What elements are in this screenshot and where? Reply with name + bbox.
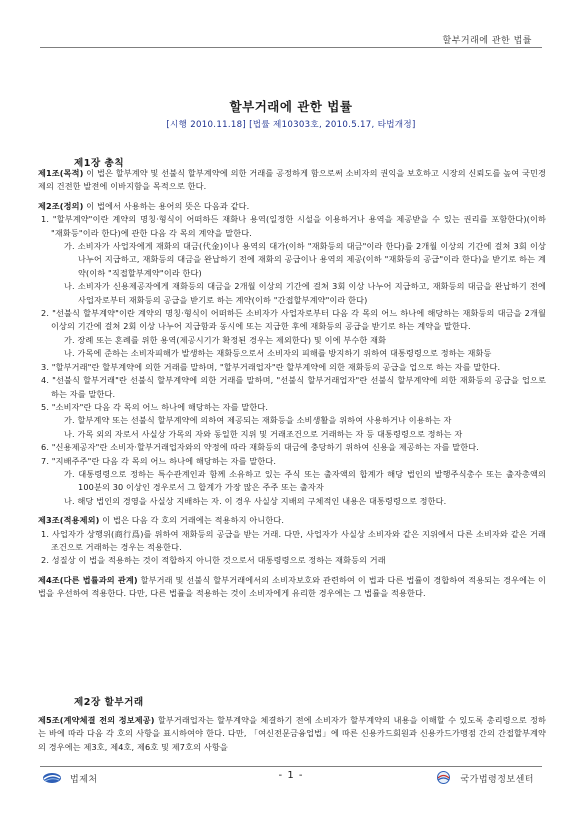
- article-item: [38, 374, 546, 401]
- article-item: [38, 347, 546, 360]
- chapter-1-body: [38, 167, 546, 601]
- article-text: 1. "할부계약"이란 계약의 명칭·형식이 어떠하든 재화나 용역(일정한 시설을 이용하거나 용역을 제공받을 수 있는 권리를 포함한다)(이하 "재화등"이라 한다)에 관한 다음 각 목의 계약을 말한다.: [41, 214, 546, 238]
- article-item: [38, 455, 546, 468]
- chapter-heading-1: 제1장 총칙: [74, 158, 125, 169]
- article-text: 가. 대통령령으로 정하는 특수관계인과 함께 소유하고 있는 주식 또는 출자액의 합계가 해당 법인의 발행주식총수 또는 출자총액의 100분의 30 이상인 경우로서 그 합계가 가장 많은 주주 또는 출자자: [64, 468, 546, 493]
- article-text: 가. 할부계약 또는 선불식 할부계약에 의하여 제공되는 재화등을 소비생활을 위하여 사용하거나 이용하는 자: [64, 415, 452, 426]
- article-paragraph: [38, 200, 546, 213]
- article-label: 제4조(다른 법률과의 관계): [38, 574, 138, 585]
- article-label: 제2조(정의): [38, 200, 84, 211]
- article-paragraph: [38, 574, 546, 601]
- article-text: 나. 해당 법인의 경영을 사실상 지배하는 자. 이 경우 사실상 지배의 구체적인 내용은 대통령령으로 정한다.: [64, 495, 447, 506]
- document-title: 할부거래에 관한 법률: [229, 99, 353, 114]
- article-text: 가. 소비자가 사업자에게 재화의 대금(代金)이나 용역의 대가(이하 "재화등의 대금"이라 한다)를 2개월 이상의 기간에 걸쳐 3회 이상 나누어 지급하고, 재화등의 대금을 완납하기 전에 재화의 공급이나 용역의 제공(이하 "재화등의 공급"이라 한다)을 받기로 하는 계약(이하 "직접할부계약"이라 한다): [64, 241, 546, 278]
- article-item: [38, 495, 546, 508]
- article-text: 1. 사업자가 상행위(商行爲)를 위하여 재화등의 공급을 받는 거래. 다만, 사업자가 사실상 소비자와 같은 지위에서 다른 소비자와 같은 거래조건으로 거래하는 경우는 적용한다.: [41, 528, 546, 552]
- chapter-2-body: [38, 714, 546, 754]
- article-text: 가. 장례 또는 혼례를 위한 용역(제공시기가 확정된 경우는 제외한다) 및 이에 부수한 재화: [64, 334, 387, 345]
- article-item: [38, 528, 546, 555]
- article-label: 제1조(목적): [38, 168, 84, 178]
- article-text: 나. 소비자가 신용제공자에게 재화등의 대금을 2개월 이상의 기간에 걸쳐 3회 이상 나누어 지급하고, 재화등의 대금을 완납하기 전에 사업자로부터 재화등의 공급을 받기로 하는 계약(이하 "간접할부계약"이라 한다): [64, 281, 546, 305]
- article-item: [38, 334, 546, 347]
- article-text: 이 법에서 사용하는 용어의 뜻은 다음과 같다.: [83, 200, 250, 211]
- article-text: 2. 성질상 이 법을 적용하는 것이 적합하지 아니한 것으로서 대통령령으로 정하는 재화등의 거래: [41, 555, 386, 566]
- article-text: 6. "신용제공자"란 소비자·할부거래업자와의 약정에 따라 재화등의 대금에 충당하기 위하여 신용을 제공하는 자를 말한다.: [41, 442, 480, 453]
- article-text: 5. "소비자"란 다음 각 목의 어느 하나에 해당하는 자를 말한다.: [41, 401, 269, 412]
- article-text: 나. 가목 외의 자로서 사실상 가목의 자와 동일한 지위 및 거래조건으로 거래하는 자 등 대통령령으로 정하는 자: [64, 428, 463, 439]
- footer-publisher: 법제처: [70, 775, 98, 785]
- article-text: 할부거래 및 선불식 할부거래에서의 소비자보호와 관련하여 이 법과 다른 법률이 경합하여 적용되는 경우에는 이 법을 우선하여 적용한다. 다만, 다른 법률을 적용하는 것이 소비자에게 유리한 경우에는 그 법률을 적용한다.: [38, 574, 546, 599]
- article-item: [38, 554, 546, 567]
- article-item: [38, 240, 546, 280]
- article-text: 이 법은 다음 각 호의 거래에는 적용하지 아니한다.: [99, 515, 285, 526]
- footer-rule: [40, 766, 542, 767]
- article-item: [38, 361, 546, 374]
- article-text: 이 법은 할부계약 및 선불식 할부계약에 의한 거래를 공정하게 함으로써 소비자의 권익을 보호하고 시장의 신뢰도를 높여 국민경제의 건전한 발전에 이바지함을 목적으로 한다.: [38, 168, 546, 192]
- running-header: 할부거래에 관한 법률: [442, 36, 532, 46]
- article-text: 3. "할부거래"란 할부계약에 의한 거래를 말하며, "할부거래업자"란 할부계약에 의한 재화등의 공급을 업으로 하는 자를 말한다.: [41, 361, 501, 372]
- article-item: [38, 441, 546, 454]
- article-text: 2. "선불식 할부계약"이란 계약의 명칭·형식이 어떠하든 소비자가 사업자로부터 다음 각 목의 어느 하나에 해당하는 재화등의 대금을 2개월 이상의 기간에 걸쳐 2회 이상 나누어 지급함과 동시에 또는 지급한 후에 재화등의 공급을 받기로 하는 계약을 말한다.: [41, 308, 546, 332]
- article-item: [38, 280, 546, 307]
- article-paragraph: [38, 714, 546, 754]
- article-paragraph: [38, 514, 546, 527]
- footer-law-center: 국가법령정보센터: [460, 775, 534, 785]
- article-text: 나. 가목에 준하는 소비자피해가 발생하는 재화등으로서 소비자의 피해를 방지하기 위하여 대통령령으로 정하는 재화등: [64, 348, 492, 359]
- article-item: [38, 428, 546, 441]
- law-center-logo-icon: [436, 771, 451, 784]
- article-text: 할부거래업자는 할부계약을 체결하기 전에 소비자가 할부계약의 내용을 이해할 수 있도록 총리령으로 정하는 바에 따라 다음 각 호의 사항을 표시하여야 한다. 다만, 「여신전문금융업법」에 따른 신용카드회원과 신용카드가맹점 간의 간접할부계약의 경우에는 제3호, 제4호, 제6호 및 제7호의 사항을: [38, 715, 546, 752]
- article-item: [38, 307, 546, 334]
- header-rule: [40, 47, 542, 48]
- chapter-heading-2: 제2장 할부거래: [74, 697, 144, 708]
- article-text: 7. "지배주주"란 다음 각 목의 어느 하나에 해당하는 자를 말한다.: [41, 455, 277, 466]
- article-text: 4. "선불식 할부거래"란 선불식 할부계약에 의한 거래를 말하며, "선불식 할부거래업자"란 선불식 할부계약에 의한 재화등의 공급을 업으로 하는 자를 말한다.: [41, 375, 546, 399]
- document-subtitle: [시행 2010.11.18] [법률 제10303호, 2010.5.17, 타법개정]: [166, 120, 416, 130]
- article-label: 제5조(계약체결 전의 정보제공): [38, 715, 155, 725]
- article-item: [38, 414, 546, 427]
- article-item: [38, 401, 546, 414]
- article-label: 제3조(적용제외): [38, 515, 100, 526]
- page-number: - 1 -: [278, 770, 304, 781]
- article-item: [38, 468, 546, 495]
- article-paragraph: [38, 167, 546, 194]
- article-item: [38, 213, 546, 240]
